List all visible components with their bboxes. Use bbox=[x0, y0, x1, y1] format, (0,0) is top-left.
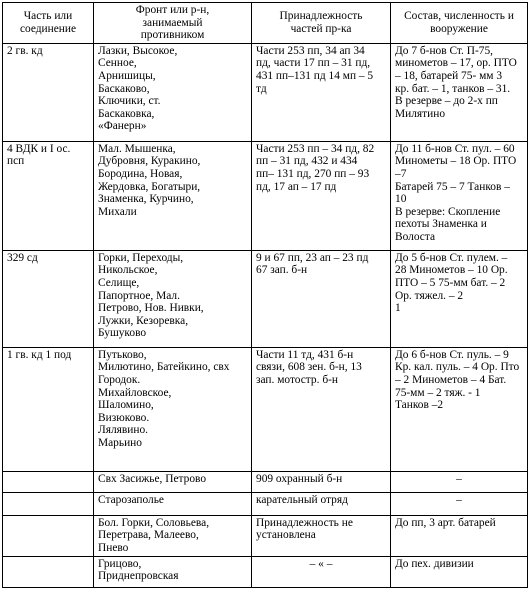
cell-strength: – bbox=[391, 492, 528, 515]
cell-front: Грицово, Приднепровская bbox=[94, 556, 252, 587]
cell-unit bbox=[3, 515, 94, 556]
cell-front: Старозаполье bbox=[94, 492, 252, 515]
table-row bbox=[3, 471, 528, 492]
cell-strength: – bbox=[391, 471, 528, 492]
cell-unit bbox=[3, 556, 94, 587]
cell-strength: До 7 б-нов Ст. П-75, минометов – 17, ор. ПТО – 18, батарей 75- мм 3 кр. бат. – 1, танков – 31. В резерве – до 2-х пп Милятино bbox=[391, 43, 528, 141]
table-row bbox=[3, 43, 528, 141]
cell-unit bbox=[3, 492, 94, 515]
cell-strength: До пп, 3 арт. батарей bbox=[391, 515, 528, 556]
cell-affiliation: 9 и 67 пп, 23 ап – 23 пд 67 зап. б-н bbox=[252, 250, 391, 347]
cell-affiliation: Части 253 пп, 34 ап 34 пд, части 17 пп – 31 пд, 431 пп–131 пд 14 мп – 5 тд bbox=[252, 43, 391, 141]
cell-front: Мал. Мышенка, Дубровня, Куракино, Бородина, Новая, Жердовка, Богатыри, Знаменка, Курчино, Михали bbox=[94, 141, 252, 250]
cell-affiliation: Части 253 пп – 34 пд, 82 пп – 31 пд, 432 и 434 пп– 131 пд, 270 пп – 93 пд, 17 ап – 17 пд bbox=[252, 141, 391, 250]
cell-affiliation: Части 11 тд, 431 б-н связи, 608 зен. б-н, 13 зап. мотостр. б-н bbox=[252, 347, 391, 471]
header-affiliation: Принадлежность частей пр-ка bbox=[252, 3, 391, 44]
cell-unit: 4 ВДК и I ос. псп bbox=[3, 141, 94, 250]
cell-front: Бол. Горки, Соловьева, Перетрава, Малеево, Пнево bbox=[94, 515, 252, 556]
header-row bbox=[3, 3, 528, 44]
table-row bbox=[3, 492, 528, 515]
cell-strength: До 6 б-нов Ст. пуль. – 9 Кр. кал. пуль. – 4 Ор. Пто – 2 Минометов – 4 Бат. 75-мм – 2 тяж. - 1 Танков –2 bbox=[391, 347, 528, 471]
enemy-forces-table bbox=[2, 2, 528, 588]
header-front: Фронт или р-н, занимаемый противником bbox=[94, 3, 252, 44]
cell-strength: До пех. дивизии bbox=[391, 556, 528, 587]
cell-affiliation: 909 охранный б-н bbox=[252, 471, 391, 492]
cell-strength: До 5 б-нов Ст. пулем. – 28 Минометов – 10 Ор. ПТО – 5 75-мм бат. – 2 Ор. тяжел. – 2 1 bbox=[391, 250, 528, 347]
cell-front: Горки, Переходы, Никольское, Селище, Папортное, Мал. Петрово, Нов. Нивки, Лужки, Кезоревка, Бушуково bbox=[94, 250, 252, 347]
cell-unit: 329 сд bbox=[3, 250, 94, 347]
cell-affiliation: Принадлежность не установлена bbox=[252, 515, 391, 556]
cell-front: Свх Засижье, Петрово bbox=[94, 471, 252, 492]
header-unit: Часть или соединение bbox=[3, 3, 94, 44]
table-row bbox=[3, 250, 528, 347]
cell-affiliation: – « – bbox=[252, 556, 391, 587]
header-strength: Состав, численность и вооружение bbox=[391, 3, 528, 44]
table-row bbox=[3, 141, 528, 250]
cell-front: Лазки, Высокое, Сенное, Арнишицы, Баскаково, Ключики, ст. Баскаковка, «Фанерн» bbox=[94, 43, 252, 141]
table-row bbox=[3, 347, 528, 471]
cell-unit bbox=[3, 471, 94, 492]
cell-front: Путьково, Милютино, Батейкино, свх Городок. Михайловское, Шаломино, Визюково. Лялявино. Марьино bbox=[94, 347, 252, 471]
table-row bbox=[3, 515, 528, 556]
cell-affiliation: карательный отряд bbox=[252, 492, 391, 515]
cell-unit: 2 гв. кд bbox=[3, 43, 94, 141]
table-row bbox=[3, 556, 528, 587]
cell-unit: 1 гв. кд 1 под bbox=[3, 347, 94, 471]
cell-strength: До 11 б-нов Ст. пул. – 60 Минометы – 18 Ор. ПТО –7 Батарей 75 – 7 Танков – 10 В резерве: Скопление пехоты Знаменка и Волоста bbox=[391, 141, 528, 250]
